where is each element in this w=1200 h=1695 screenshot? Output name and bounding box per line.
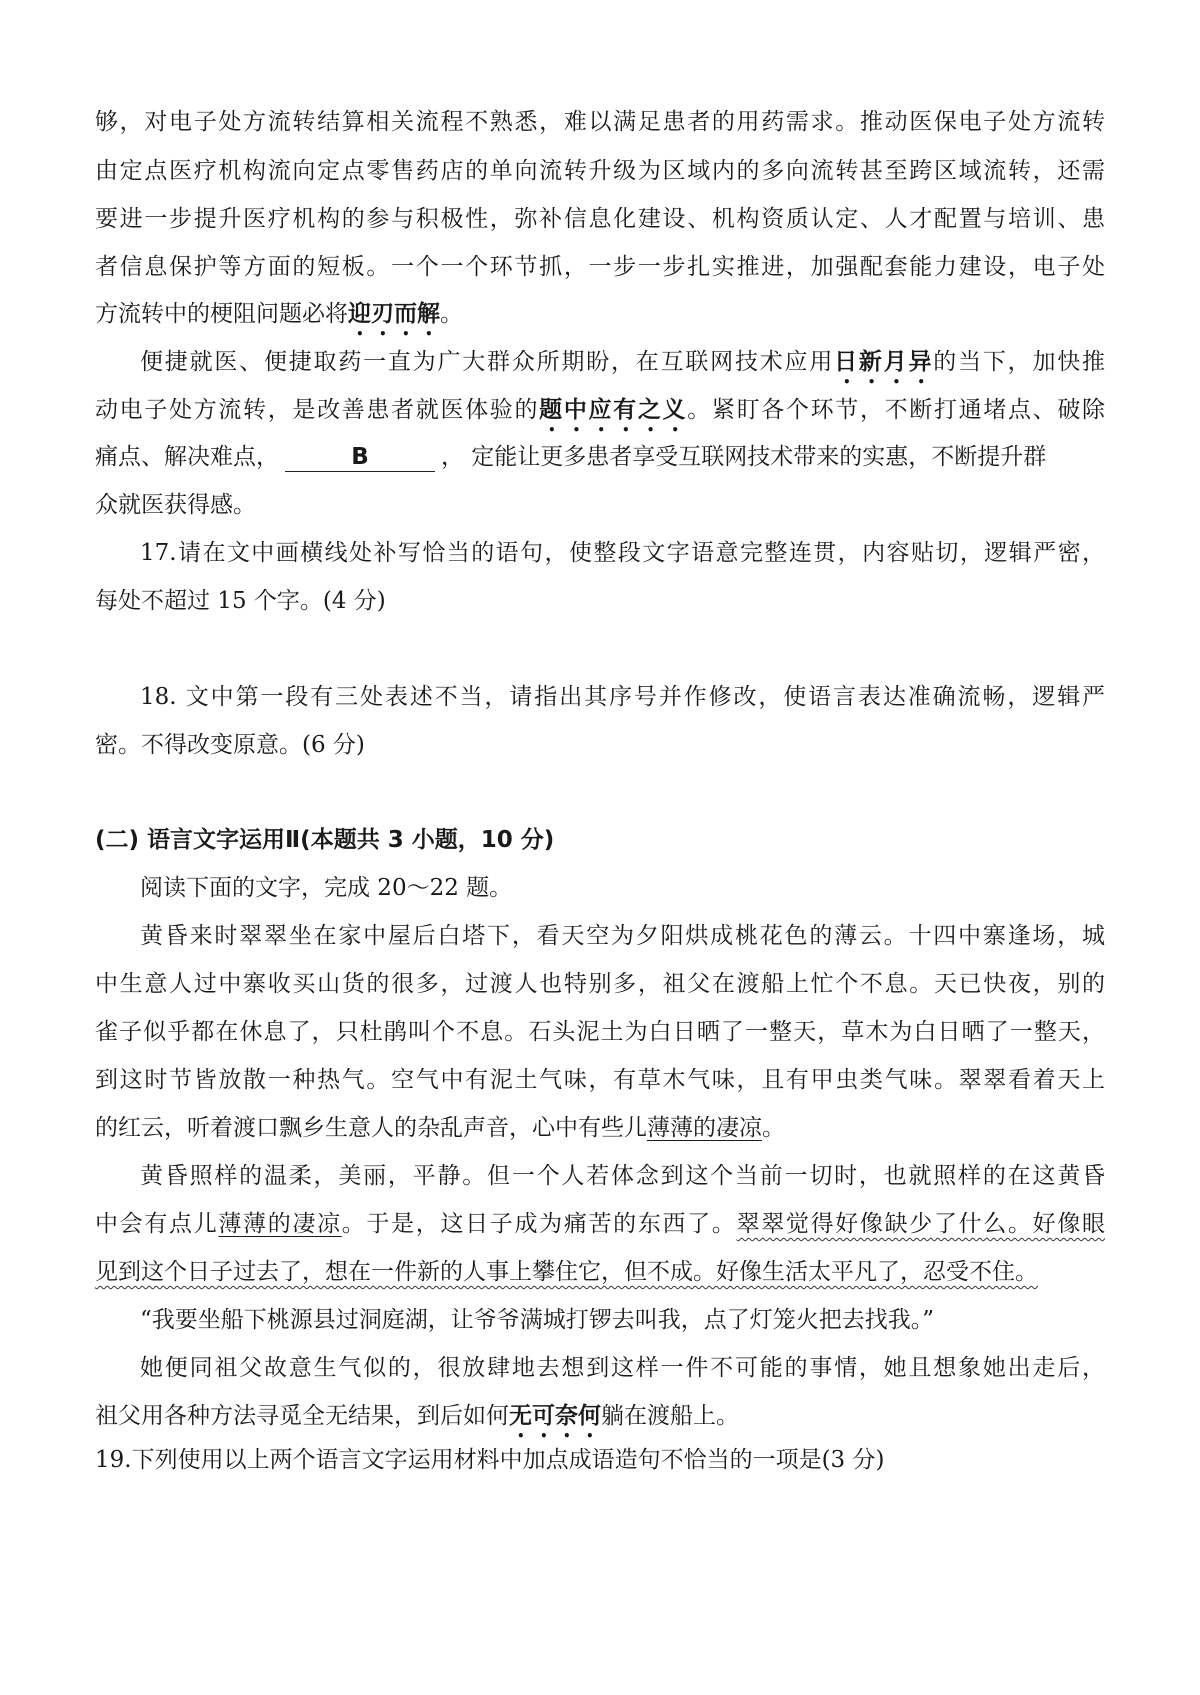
- section-intro: 阅读下面的文字，完成 20～22 题。: [140, 875, 513, 901]
- question-18: 密。不得改变原意。(6 分): [95, 732, 365, 758]
- text: 方流转中的梗阻问题必将: [95, 301, 348, 327]
- passage2-line: 黄昏来时翠翠坐在家中屋后白塔下，看天空为夕阳烘成桃花色的薄云。十四中寨逢场，城: [140, 923, 1105, 949]
- text: 中会有点儿: [95, 1211, 219, 1237]
- passage2-line: 中生意人过中寨收买山货的很多，过渡人也特别多，祖父在渡船上忙个不息。天已快夜，别的: [95, 971, 1105, 997]
- text: 。于是，这日子成为痛苦的东西了。: [341, 1211, 737, 1237]
- passage1-line: 者信息保护等方面的短板。一个一个环节抓，一步一步扎实推进，加强配套能力建设，电子处: [95, 254, 1105, 280]
- dotted-idiom: 题中应有之义: [539, 397, 688, 423]
- question-17: 每处不超过 15 个字。(4 分): [95, 588, 386, 614]
- passage2-line: 雀子似乎都在休息了，只杜鹃叫个不息。石头泥土为白日晒了一整天，草木为白日晒了一整天，: [95, 1019, 1105, 1045]
- dotted-idiom: 无可奈何: [509, 1403, 601, 1429]
- section-heading: (二) 语言文字运用Ⅱ(本题共 3 小题，10 分): [95, 827, 555, 853]
- wavy-underlined-text: 翠翠觉得好像缺少了什么。好像眼: [736, 1211, 1106, 1237]
- text: 痛点、解决难点，: [95, 444, 279, 470]
- text: 。紧盯各个环节，不断打通堵点、破除: [687, 397, 1106, 423]
- passage1-line: 众就医获得感。: [95, 492, 256, 518]
- text: 祖父用各种方法寻觅全无结果，到后如何: [95, 1403, 509, 1429]
- passage2-line: 她便同祖父故意生气似的，很放肆地去想到这样一件不可能的事情，她且想象她出走后，: [140, 1355, 1105, 1381]
- question-19: 19.下列使用以上两个语言文字运用材料中加点成语造句不恰当的一项是(3 分): [95, 1447, 885, 1473]
- passage2-line: 黄昏照样的温柔，美丽，平静。但一个人若体念到这个当前一切时，也就照样的在这黄昏: [140, 1163, 1105, 1189]
- text: 动电子处方流转，是改善患者就医体验的: [95, 397, 540, 423]
- passage1-line: [95, 394, 1105, 437]
- text: 的当下，加快推: [933, 349, 1106, 375]
- passage1-line: 由定点医疗机构流向定点零售药店的单向流转升级为区域内的多向流转甚至跨区域流转，还需: [95, 158, 1105, 184]
- text: 便捷就医、便捷取药一直为广大群众所期盼，在互联网技术应用: [140, 349, 835, 375]
- underlined-phrase: 薄薄的凄凉: [218, 1211, 342, 1237]
- passage2-line: [95, 1400, 739, 1443]
- passage1-line: 要进一步提升医疗机构的参与积极性，弥补信息化建设、机构资质认定、人才配置与培训、患: [95, 206, 1105, 232]
- dotted-idiom: 迎刃而解: [348, 301, 440, 327]
- passage2-line: [95, 1256, 1038, 1288]
- underlined-phrase: 薄薄的凄凉: [647, 1115, 762, 1141]
- question-18: 18. 文中第一段有三处表述不当，请指出其序号并作修改，使语言表达准确流畅，逻辑严: [140, 684, 1105, 710]
- passage2-quote: “我要坐船下桃源县过洞庭湖，让爷爷满城打锣去叫我，点了灯笼火把去找我。”: [140, 1307, 935, 1333]
- text: 的红云，听着渡口飘乡生意人的杂乱声音，心中有些儿: [95, 1115, 647, 1141]
- passage2-line: 到这时节皆放散一种热气。空气中有泥土气味，有草木气味，且有甲虫类气味。翠翠看着天上: [95, 1067, 1105, 1093]
- dotted-idiom: 日新月异: [834, 349, 934, 375]
- passage1-line: [95, 441, 1046, 473]
- passage1-line: [95, 298, 463, 341]
- text: 。: [762, 1115, 785, 1141]
- text: 躺在渡船上。: [601, 1403, 739, 1429]
- passage1-line: 够，对电子处方流转结算相关流程不熟悉，难以满足患者的用药需求。推动医保电子处方流转: [95, 109, 1105, 135]
- question-17: 17.请在文中画横线处补写恰当的语句，使整段文字语意完整连贯，内容贴切，逻辑严密，: [140, 540, 1105, 566]
- text: 。: [440, 301, 463, 327]
- text: ， 定能让更多患者享受互联网技术带来的实惠，不断提升群: [441, 444, 1047, 470]
- wavy-underlined-text: 见到这个日子过去了，想在一件新的人事上攀住它，但不成。好像生活太平凡了，忍受不住。: [95, 1259, 1038, 1285]
- passage2-line: [95, 1112, 785, 1144]
- passage1-line: [140, 346, 1105, 389]
- answer-blank[interactable]: B: [285, 443, 435, 472]
- passage2-line: [95, 1208, 1105, 1240]
